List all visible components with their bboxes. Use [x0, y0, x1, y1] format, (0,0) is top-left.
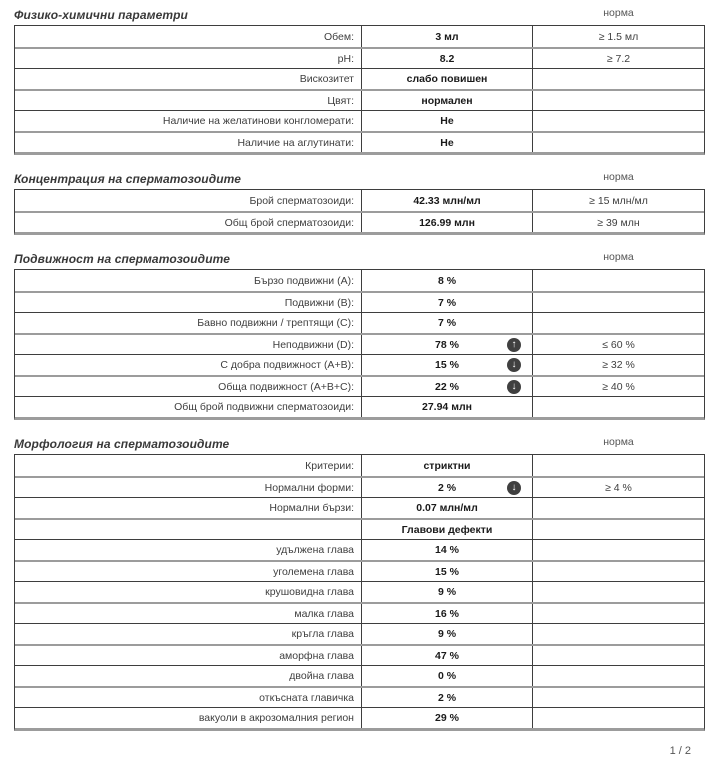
row-label: Нормални бързи:	[15, 498, 362, 518]
row-label: Цвят:	[15, 91, 362, 110]
table-row	[15, 47, 704, 68]
table-row	[15, 333, 704, 354]
row-label: Нормални форми:	[15, 478, 362, 497]
row-value: Не	[440, 115, 454, 127]
row-label: малка глава	[15, 604, 362, 623]
row-norm	[533, 293, 704, 312]
trend-down-icon	[507, 481, 521, 495]
row-value-cell	[362, 540, 533, 560]
row-value-cell	[362, 313, 533, 333]
row-value: 126.99 млн	[419, 216, 475, 229]
row-label: Наличие на желатинови конгломерати:	[15, 111, 362, 131]
row-value: 3 мл	[435, 30, 459, 43]
trend-down-icon	[507, 380, 521, 394]
row-value-cell	[362, 355, 533, 375]
row-value: 14 %	[435, 544, 459, 556]
row-label: удължена глава	[15, 540, 362, 560]
row-label: Бавно подвижни / трептящи (C):	[15, 313, 362, 333]
row-value-cell	[362, 26, 533, 47]
row-value: 7 %	[437, 317, 457, 329]
row-label: Подвижни (B):	[15, 293, 362, 312]
row-value-cell	[362, 49, 533, 68]
row-norm	[533, 69, 704, 89]
row-label: pH:	[15, 49, 362, 68]
row-norm	[533, 455, 704, 476]
table-row	[15, 89, 704, 110]
report-section	[14, 435, 705, 731]
row-norm: ≥ 40 %	[602, 380, 635, 393]
row-value: слабо повишен	[406, 73, 488, 85]
section-table	[14, 269, 705, 420]
row-value: 0.07 млн/мл	[416, 502, 478, 514]
row-label: Вискозитет	[15, 69, 362, 89]
row-value-cell	[362, 69, 533, 89]
table-row	[15, 623, 704, 644]
section-title: Концентрация на сперматозоидите	[14, 172, 242, 186]
row-value-cell	[362, 582, 533, 602]
row-value-cell	[362, 624, 533, 644]
row-norm	[533, 582, 704, 602]
table-row	[15, 644, 704, 665]
row-label: двойна глава	[15, 666, 362, 686]
table-row	[15, 312, 704, 333]
row-value: 78 %	[435, 338, 459, 351]
table-row	[15, 291, 704, 312]
row-label	[15, 520, 362, 539]
table-row	[15, 497, 704, 518]
row-norm	[533, 688, 704, 707]
trend-down-icon	[507, 358, 521, 372]
section-title: Морфология на сперматозоидите	[14, 437, 230, 451]
table-row	[15, 211, 704, 232]
report-section	[14, 6, 705, 155]
row-norm	[533, 666, 704, 686]
row-label: Бързо подвижни (A):	[15, 270, 362, 291]
row-value-cell	[362, 646, 533, 665]
row-value-cell	[362, 190, 533, 211]
row-value-cell	[362, 455, 533, 476]
section-header	[14, 6, 705, 21]
row-norm: ≥ 7.2	[606, 52, 631, 65]
row-value: 27.94 млн	[422, 401, 472, 413]
norm-column-header: норма	[603, 436, 634, 448]
row-value-cell	[362, 498, 533, 518]
row-label: вакуоли в акрозомалния регион	[15, 708, 362, 728]
row-norm: ≥ 15 млн/мл	[589, 194, 648, 207]
row-label: Обща подвижност (A+B+C):	[15, 377, 362, 396]
row-value: 8 %	[437, 274, 457, 287]
row-norm	[533, 498, 704, 518]
section-header	[14, 250, 705, 265]
table-row	[15, 110, 704, 131]
row-label: крушовидна глава	[15, 582, 362, 602]
row-value: Главови дефекти	[401, 523, 493, 536]
row-label: Критерии:	[15, 455, 362, 476]
row-value-cell	[362, 293, 533, 312]
table-row	[15, 26, 704, 47]
norm-column-header: норма	[603, 171, 634, 183]
row-label: кръгла глава	[15, 624, 362, 644]
row-value-cell	[362, 604, 533, 623]
table-row	[15, 476, 704, 497]
table-row	[15, 560, 704, 581]
trend-arrow-glyph: ↓	[511, 380, 517, 392]
row-label: откъсната главичка	[15, 688, 362, 707]
row-norm: ≤ 60 %	[602, 338, 635, 351]
row-label: С добра подвижност (A+B):	[15, 355, 362, 375]
row-norm	[533, 646, 704, 665]
report-section	[14, 170, 705, 235]
table-row	[15, 354, 704, 375]
row-value: 15 %	[435, 359, 459, 371]
row-norm	[533, 604, 704, 623]
row-value-cell	[362, 377, 533, 396]
row-value: Не	[440, 136, 454, 149]
table-row	[15, 455, 704, 476]
row-value-cell	[362, 478, 533, 497]
row-norm	[533, 562, 704, 581]
row-norm	[533, 111, 704, 131]
row-label: уголемена глава	[15, 562, 362, 581]
trend-up-icon	[507, 338, 521, 352]
row-value-cell	[362, 213, 533, 232]
row-value: 2 %	[437, 481, 457, 494]
table-row	[15, 190, 704, 211]
table-row	[15, 581, 704, 602]
table-row	[15, 539, 704, 560]
row-norm	[533, 708, 704, 728]
row-norm: ≥ 4 %	[605, 481, 632, 494]
row-value-cell	[362, 708, 533, 728]
row-value-cell	[362, 520, 533, 539]
row-value-cell	[362, 133, 533, 152]
row-norm	[533, 624, 704, 644]
row-value: 0 %	[437, 670, 457, 682]
row-norm	[533, 270, 704, 291]
row-label: Общ брой сперматозоиди:	[15, 213, 362, 232]
row-value-cell	[362, 335, 533, 354]
section-header	[14, 170, 705, 185]
row-value: 7 %	[437, 296, 457, 309]
section-title: Физико-химични параметри	[14, 8, 188, 22]
row-value: 47 %	[435, 649, 459, 662]
section-table	[14, 25, 705, 155]
row-norm	[533, 313, 704, 333]
table-row	[15, 131, 704, 152]
row-value: 9 %	[437, 628, 457, 640]
section-header	[14, 435, 705, 450]
trend-arrow-glyph: ↓	[511, 359, 517, 370]
row-norm: ≥ 1.5 мл	[598, 30, 639, 43]
row-value-cell	[362, 688, 533, 707]
row-label: Общ брой подвижни сперматозоиди:	[15, 397, 362, 417]
row-value: 29 %	[435, 712, 459, 724]
norm-column-header: норма	[603, 251, 634, 263]
row-value-cell	[362, 270, 533, 291]
section-table	[14, 454, 705, 731]
row-value: 16 %	[435, 607, 459, 620]
row-value: 22 %	[435, 380, 459, 393]
row-value: 9 %	[437, 586, 457, 598]
table-row	[15, 270, 704, 291]
row-value: 8.2	[439, 52, 455, 65]
table-row	[15, 518, 704, 539]
table-row	[15, 68, 704, 89]
table-row	[15, 707, 704, 728]
row-value-cell	[362, 666, 533, 686]
report-body	[14, 6, 705, 731]
row-label: Брой сперматозоиди:	[15, 190, 362, 211]
row-norm: ≥ 39 млн	[597, 216, 640, 229]
row-value: 2 %	[437, 691, 457, 704]
row-value: нормален	[421, 94, 473, 107]
row-norm: ≥ 32 %	[602, 359, 635, 371]
trend-arrow-glyph: ↑	[511, 338, 517, 350]
page-indicator: 1 / 2	[669, 745, 691, 757]
report-section	[14, 250, 705, 420]
row-value-cell	[362, 111, 533, 131]
section-title: Подвижност на сперматозоидите	[14, 252, 231, 266]
row-label: Неподвижни (D):	[15, 335, 362, 354]
trend-arrow-glyph: ↓	[511, 481, 517, 493]
row-label: аморфна глава	[15, 646, 362, 665]
table-row	[15, 686, 704, 707]
row-value-cell	[362, 397, 533, 417]
row-norm	[533, 397, 704, 417]
row-label: Обем:	[15, 26, 362, 47]
row-value: стриктни	[423, 459, 471, 472]
section-table	[14, 189, 705, 235]
row-norm	[533, 540, 704, 560]
norm-column-header: норма	[603, 7, 634, 19]
table-row	[15, 396, 704, 417]
row-norm	[533, 91, 704, 110]
row-value-cell	[362, 562, 533, 581]
table-row	[15, 375, 704, 396]
row-norm	[533, 520, 704, 539]
row-label: Наличие на аглутинати:	[15, 133, 362, 152]
row-value-cell	[362, 91, 533, 110]
row-norm	[533, 133, 704, 152]
table-row	[15, 602, 704, 623]
table-row	[15, 665, 704, 686]
row-value: 42.33 млн/мл	[413, 194, 481, 207]
row-value: 15 %	[435, 565, 459, 578]
